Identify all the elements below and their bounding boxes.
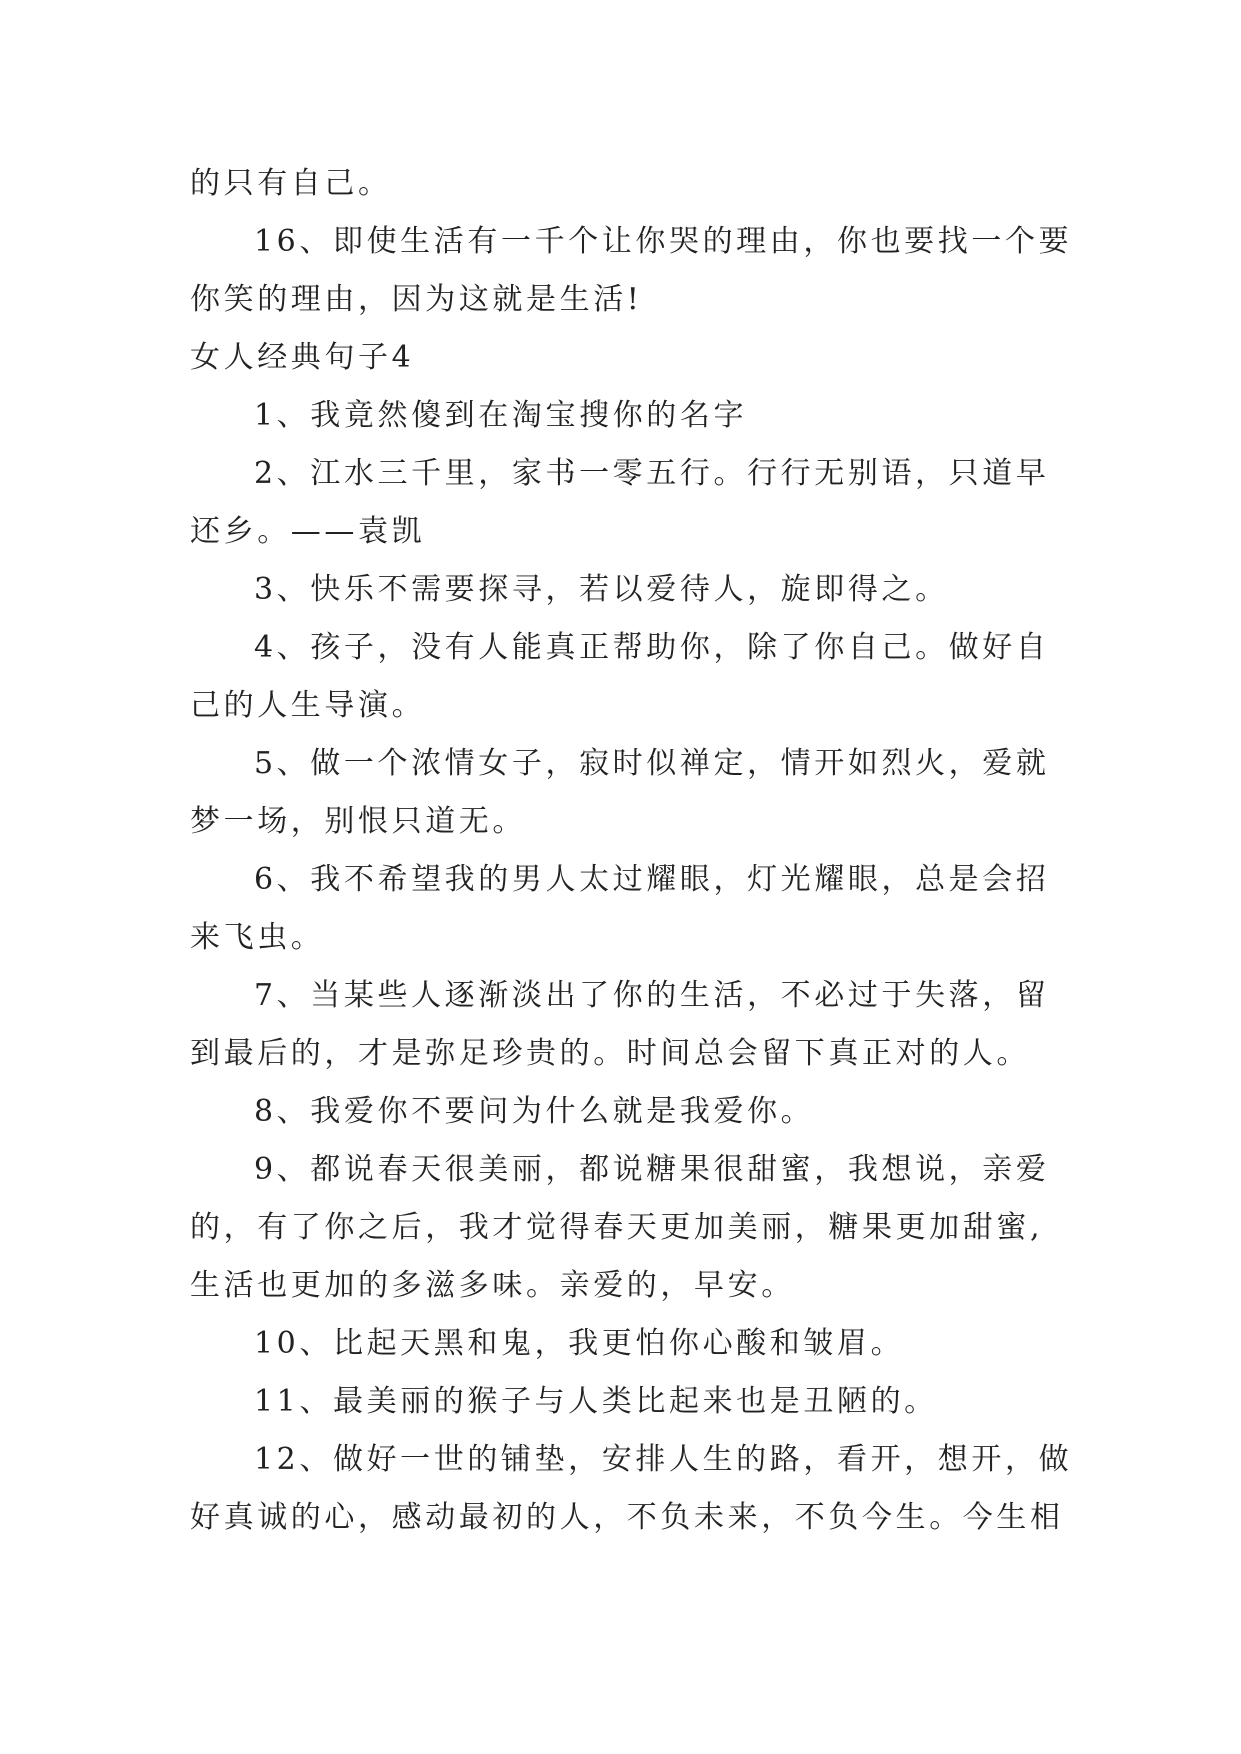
text-line: 1、我竟然傻到在淘宝搜你的名字 xyxy=(254,398,748,433)
text-line: 到最后的，才是弥足珍贵的。时间总会留下真正对的人。 xyxy=(190,1036,1030,1071)
text-line: 9、都说春天很美丽，都说糖果很甜蜜，我想说，亲爱 xyxy=(254,1152,1050,1187)
text-line: 12、做好一世的铺垫，安排人生的路，看开，想开，做 xyxy=(254,1442,1073,1477)
text-line: 你笑的理由，因为这就是生活! xyxy=(190,282,643,317)
text-line: 梦一场，别恨只道无。 xyxy=(190,804,526,839)
text-line: 6、我不希望我的男人太过耀眼，灯光耀眼，总是会招 xyxy=(254,862,1050,897)
document-body xyxy=(190,155,1073,1547)
text-line: 的只有自己。 xyxy=(190,166,392,201)
text-line: 8、我爱你不要问为什么就是我爱你。 xyxy=(254,1094,815,1129)
text-line: 3、快乐不需要探寻，若以爱待人，旋即得之。 xyxy=(254,572,949,607)
text-line: 16、即使生活有一千个让你哭的理由，你也要找一个要 xyxy=(254,224,1073,259)
text-line: 生活也更加的多滋多味。亲爱的，早安。 xyxy=(190,1268,795,1303)
text-line: 来飞虫。 xyxy=(190,920,325,955)
text-line: 5、做一个浓情女子，寂时似禅定，情开如烈火，爱就 xyxy=(254,746,1050,781)
text-line: 7、当某些人逐渐淡出了你的生活，不必过于失落，留 xyxy=(254,978,1050,1013)
text-line: 好真诚的心，感动最初的人，不负未来，不负今生。今生相 xyxy=(190,1500,1064,1535)
text-line: 己的人生导演。 xyxy=(190,688,426,723)
text-line: 4、孩子，没有人能真正帮助你，除了你自己。做好自 xyxy=(254,630,1050,665)
text-line: 11、最美丽的猴子与人类比起来也是丑陋的。 xyxy=(254,1384,938,1419)
text-line: 2、江水三千里，家书一零五行。行行无别语，只道早 xyxy=(254,456,1050,491)
text-line: 10、比起天黑和鬼，我更怕你心酸和皱眉。 xyxy=(254,1326,905,1361)
text-line: 还乡。——袁凯 xyxy=(190,514,426,549)
section-heading: 女人经典句子4 xyxy=(190,340,415,375)
text-line: 的，有了你之后，我才觉得春天更加美丽，糖果更加甜蜜, xyxy=(190,1210,1044,1245)
